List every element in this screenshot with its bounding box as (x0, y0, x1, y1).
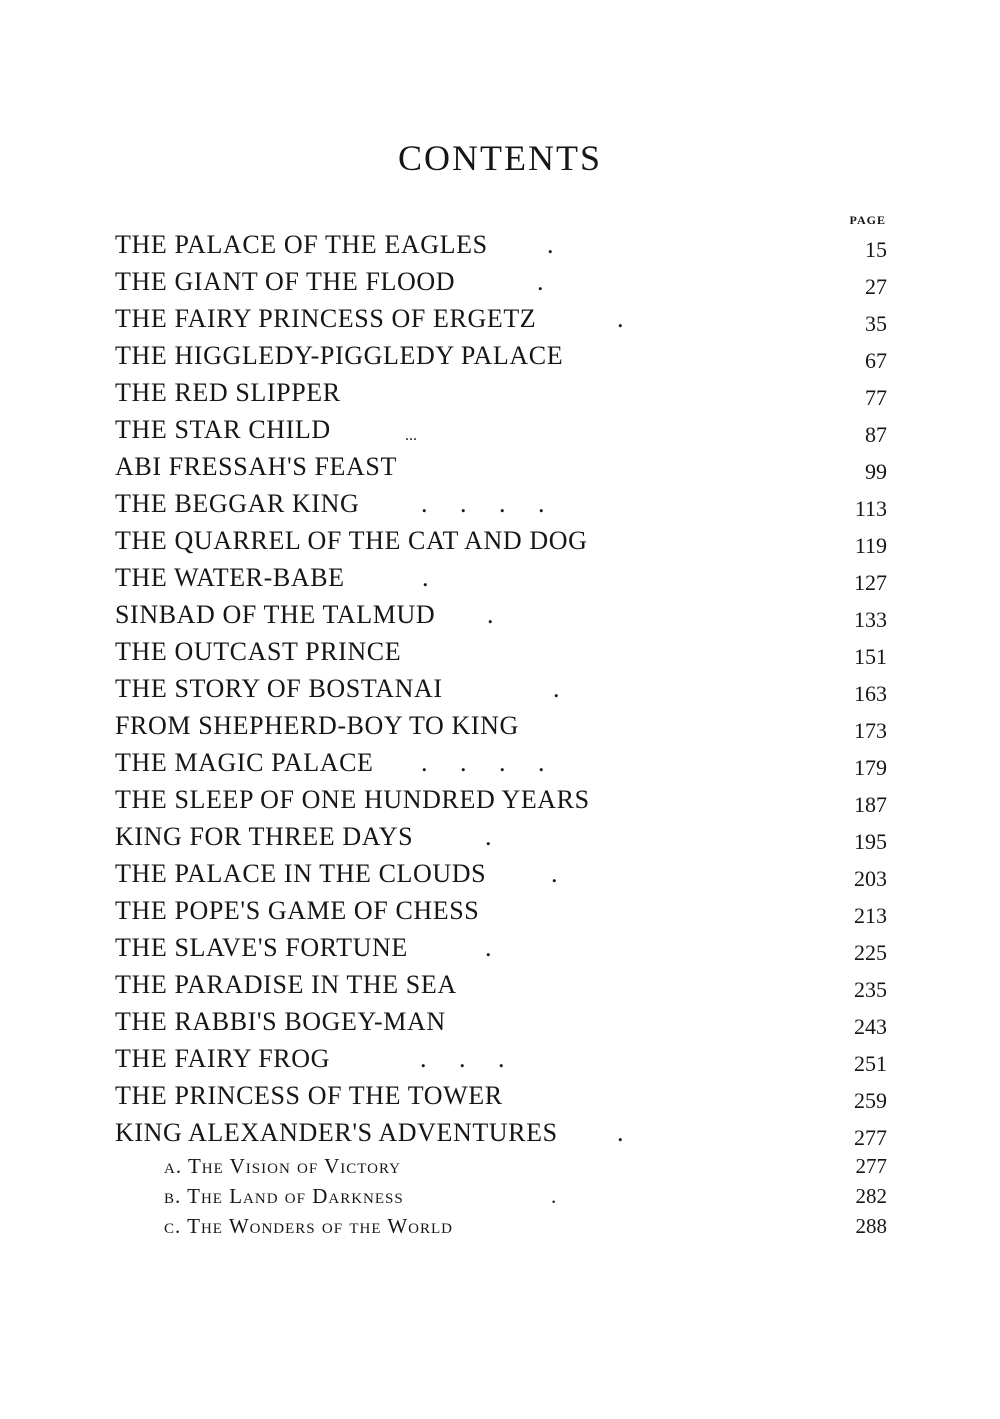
toc-entry-title: THE OUTCAST PRINCE (115, 637, 402, 666)
toc-entry-title: THE FAIRY PRINCESS OF ERGETZ (115, 304, 537, 333)
toc-entry (115, 1077, 887, 1114)
toc-entry (115, 818, 887, 855)
toc-entry-page: 235 (854, 977, 887, 1002)
toc-entry-page: 173 (854, 718, 887, 743)
toc-entry (115, 1114, 887, 1151)
toc-subentry-title: a. The Vision of Victory (164, 1154, 402, 1178)
toc-subentry-leader: . (551, 1184, 557, 1208)
toc-entry-title: THE RABBI'S BOGEY-MAN (115, 1007, 446, 1036)
toc-entry-title: THE POPE'S GAME OF CHESS (115, 896, 480, 925)
toc-entry (115, 300, 887, 337)
toc-subentry (115, 1211, 887, 1241)
toc-entry-page: 67 (865, 348, 887, 373)
toc-entry-leader: . . . . (421, 489, 545, 518)
toc-entry-page: 99 (865, 459, 887, 484)
toc-entry-title: THE PRINCESS OF THE TOWER (115, 1081, 503, 1110)
toc-entry-leader: . (547, 230, 554, 259)
toc-entry-title: THE STORY OF BOSTANAI (115, 674, 443, 703)
toc-entry-leader: . (485, 933, 492, 962)
toc-entry-title: THE SLAVE'S FORTUNE (115, 933, 408, 962)
toc-entry-page: 113 (854, 496, 887, 521)
toc-entry-page: 243 (854, 1014, 887, 1039)
toc-entry-page: 203 (854, 866, 887, 891)
toc-entry-page: 151 (854, 644, 887, 669)
toc-entry-title: KING ALEXANDER'S ADVENTURES (115, 1118, 558, 1147)
toc-entry-title: THE GIANT OF THE FLOOD (115, 267, 456, 296)
toc-entry-title: THE QUARREL OF THE CAT AND DOG (115, 526, 588, 555)
toc-entry-page: 251 (854, 1051, 887, 1076)
toc-entry (115, 966, 887, 1003)
toc-entry (115, 337, 887, 374)
toc-entry (115, 1040, 887, 1077)
toc-entry (115, 596, 887, 633)
toc-entry-page: 187 (854, 792, 887, 817)
toc-entry-leader: . (422, 563, 429, 592)
toc-entry-title: ABI FRESSAH'S FEAST (115, 452, 397, 481)
toc-entry-leader: . . . . (421, 748, 545, 777)
toc-entry-leader: . (617, 1118, 624, 1147)
toc-entry-leader: . (537, 267, 544, 296)
toc-entry-title: THE FAIRY FROG (115, 1044, 330, 1073)
toc-entry-title: THE STAR CHILD (115, 415, 331, 444)
toc-entry-title: FROM SHEPHERD-BOY TO KING (115, 711, 519, 740)
toc-subentry-title: c. The Wonders of the World (164, 1214, 454, 1238)
toc-entry (115, 892, 887, 929)
toc-subentry-page: 277 (855, 1154, 887, 1178)
toc-entry-page: 87 (865, 422, 887, 447)
toc-entry-leader: . (487, 600, 494, 629)
toc-entry-page: 133 (854, 607, 887, 632)
toc-entry-leader: . (485, 822, 492, 851)
toc-entry (115, 374, 887, 411)
toc-entry-title: KING FOR THREE DAYS (115, 822, 414, 851)
toc-entry (115, 559, 887, 596)
toc-entry (115, 929, 887, 966)
toc-entry-title: THE MAGIC PALACE (115, 748, 374, 777)
toc-entry-title: THE RED SLIPPER (115, 378, 341, 407)
toc-entry-leader: . (617, 304, 624, 333)
toc-entry-page: 179 (854, 755, 887, 780)
toc-subentry-page: 282 (855, 1184, 887, 1208)
toc-entry (115, 411, 887, 448)
toc-entry (115, 448, 887, 485)
page-column-label: PAGE (849, 213, 886, 227)
toc-entry-leader: ... (405, 427, 417, 444)
toc-entry-title: THE BEGGAR KING (115, 489, 360, 518)
toc-entry-title: SINBAD OF THE TALMUD (115, 600, 436, 629)
toc-entry (115, 633, 887, 670)
toc-entry (115, 522, 887, 559)
toc-entry (115, 744, 887, 781)
toc-entry (115, 1003, 887, 1040)
toc-entry-page: 213 (854, 903, 887, 928)
page-title: CONTENTS (398, 138, 602, 178)
toc-entry-leader: . (551, 859, 558, 888)
toc-entry (115, 855, 887, 892)
toc-entry-page: 163 (854, 681, 887, 706)
toc-subentry (115, 1181, 887, 1211)
toc-entry-title: THE WATER-BABE (115, 563, 345, 592)
toc-entry-leader: . . . (420, 1044, 505, 1073)
toc-entry-title: THE PALACE OF THE EAGLES (115, 230, 488, 259)
toc-entry-title: THE PARADISE IN THE SEA (115, 970, 457, 999)
toc-entry-title: THE SLEEP OF ONE HUNDRED YEARS (115, 785, 590, 814)
toc-entry (115, 781, 887, 818)
toc-entry-title: THE HIGGLEDY-PIGGLEDY PALACE (115, 341, 564, 370)
toc-entry-page: 277 (854, 1125, 887, 1150)
toc-entry (115, 263, 887, 300)
toc-entry (115, 707, 887, 744)
toc-subentry-title: b. The Land of Darkness (164, 1184, 404, 1208)
toc-entry-page: 35 (865, 311, 887, 336)
toc-entry (115, 226, 887, 263)
table-of-contents (115, 226, 887, 1241)
toc-entry-page: 15 (865, 237, 887, 262)
toc-entry (115, 485, 887, 522)
toc-subentry-page: 288 (855, 1214, 887, 1238)
toc-subentry (115, 1151, 887, 1181)
toc-entry-page: 259 (854, 1088, 887, 1113)
toc-entry-page: 119 (854, 533, 887, 558)
toc-entry-page: 225 (854, 940, 887, 965)
toc-entry-page: 127 (854, 570, 887, 595)
toc-entry-page: 27 (865, 274, 887, 299)
toc-entry-leader: . (553, 674, 560, 703)
toc-entry-title: THE PALACE IN THE CLOUDS (115, 859, 487, 888)
toc-entry-page: 77 (865, 385, 887, 410)
toc-entry-page: 195 (854, 829, 887, 854)
toc-entry (115, 670, 887, 707)
